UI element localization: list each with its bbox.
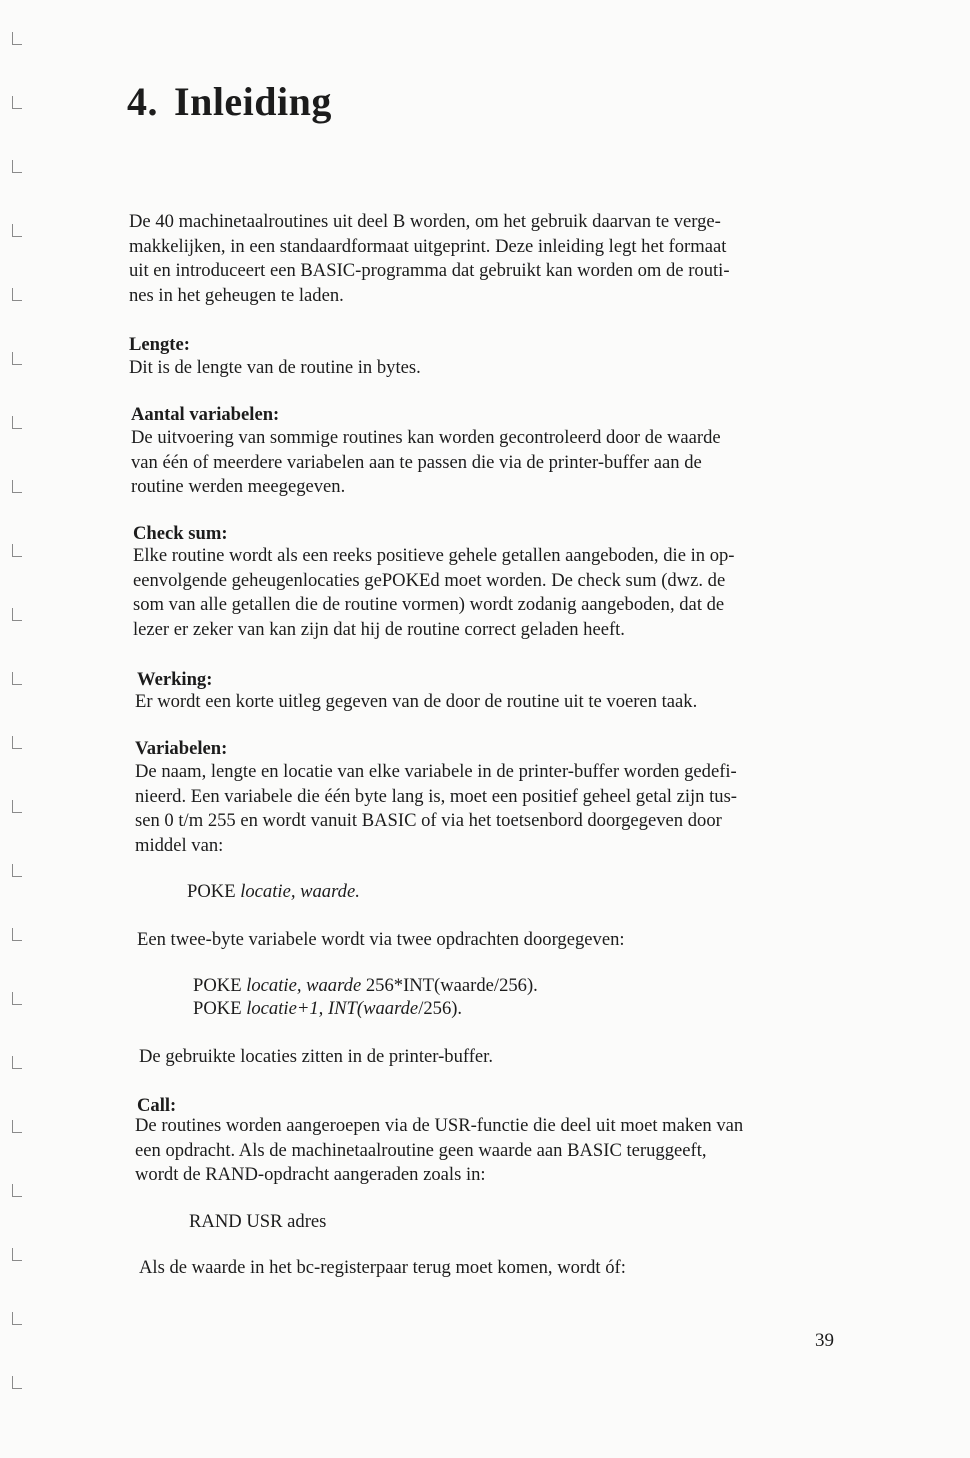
page-title xyxy=(127,78,332,125)
poke-args: locatie, waarde. xyxy=(240,881,360,902)
intro-line: De 40 machinetaalroutines uit deel B worden, om het gebruik daarvan te verge- xyxy=(129,211,721,232)
heading-werking: Werking: xyxy=(137,669,213,690)
used-locations-paragraph xyxy=(139,1045,849,1070)
check-line: som van alle getallen die de routine vormen) wordt zodanig aangeboden, dat de xyxy=(133,594,725,615)
lengte-paragraph xyxy=(129,356,839,381)
variabelen-line: sen 0 t/m 255 en wordt vanuit BASIC of via het toetsenbord doorgegeven door xyxy=(135,810,722,831)
binding-ring xyxy=(12,352,22,365)
binding-ring xyxy=(12,1056,22,1069)
used-locations-line: De gebruikte locaties zitten in de printer-buffer. xyxy=(139,1046,493,1067)
poke-keyword: POKE xyxy=(193,975,242,996)
chapter-title: Inleiding xyxy=(174,79,332,124)
check-paragraph xyxy=(133,544,843,642)
binding-ring xyxy=(12,480,22,493)
binding-ring xyxy=(12,928,22,941)
aantal-paragraph xyxy=(131,426,841,500)
binding-ring xyxy=(12,32,22,45)
binding-ring xyxy=(12,608,22,621)
call-last-paragraph xyxy=(139,1256,849,1281)
heading-call: Call: xyxy=(137,1095,177,1116)
heading-aantal-variabelen: Aantal variabelen: xyxy=(131,404,280,425)
call-paragraph xyxy=(135,1114,845,1188)
heading-check-sum: Check sum: xyxy=(133,523,228,544)
binding-ring xyxy=(12,288,22,301)
binding-ring xyxy=(12,1248,22,1261)
poke-example-3 xyxy=(193,997,462,1022)
call-line: De routines worden aangeroepen via de USR-functie die deel uit moet maken van xyxy=(135,1115,744,1136)
aantal-line: De uitvoering van sommige routines kan worden gecontroleerd door de waarde xyxy=(131,427,721,448)
check-line: eenvolgende geheugenlocaties gePOKEd moet worden. De check sum (dwz. de xyxy=(133,569,726,591)
binding-ring xyxy=(12,96,22,109)
poke-example-1 xyxy=(187,880,360,905)
binding-ring xyxy=(12,672,22,685)
werking-paragraph xyxy=(135,690,845,715)
binding-ring xyxy=(12,992,22,1005)
binding-ring xyxy=(12,864,22,877)
check-line: Elke routine wordt als een reeks positieve gehele getallen aangeboden, die in op- xyxy=(133,545,735,566)
page-number: 39 xyxy=(815,1330,834,1351)
poke-keyword: POKE xyxy=(187,881,236,902)
binding-ring xyxy=(12,1184,22,1197)
binding-ring xyxy=(12,416,22,429)
aantal-line: routine werden meegegeven. xyxy=(131,476,346,497)
aantal-line: van één of meerdere variabelen aan te passen die via de printer-buffer aan de xyxy=(131,451,702,473)
variabelen-line: nieerd. Een variabele die één byte lang is, moet een positief geheel getal zijn tus- xyxy=(135,785,737,807)
variabelen-paragraph xyxy=(135,760,845,858)
poke-expression: 256*INT(waarde/256). xyxy=(365,975,538,996)
werking-line: Er wordt een korte uitleg gegeven van de door de routine uit te voeren taak. xyxy=(135,691,698,712)
binding-ring xyxy=(12,1376,22,1389)
two-byte-line: Een twee-byte variabele wordt via twee opdrachten doorgegeven: xyxy=(137,929,625,950)
binding-ring xyxy=(12,736,22,749)
call-line: wordt de RAND-opdracht aangeraden zoals in: xyxy=(135,1164,486,1185)
binding-ring xyxy=(12,224,22,237)
binding-ring xyxy=(12,544,22,557)
heading-variabelen: Variabelen: xyxy=(135,738,228,759)
binding-ring xyxy=(12,160,22,173)
heading-lengte: Lengte: xyxy=(129,334,190,355)
poke-keyword: POKE xyxy=(193,998,242,1019)
spiral-binding xyxy=(0,0,40,1458)
call-last-line: Als de waarde in het bc-registerpaar terug moet komen, wordt óf: xyxy=(139,1257,626,1278)
poke-expression: /256). xyxy=(418,998,463,1019)
lengte-line: Dit is de lengte van de routine in bytes. xyxy=(129,357,421,378)
check-line: lezer er zeker van kan zijn dat hij de routine correct geladen heeft. xyxy=(133,618,625,640)
intro-line: uit en introduceert een BASIC-programma dat gebruikt kan worden om de routi- xyxy=(129,260,730,281)
intro-paragraph xyxy=(129,210,839,308)
intro-line: nes in het geheugen te laden. xyxy=(129,284,344,306)
binding-ring xyxy=(12,1120,22,1133)
binding-ring xyxy=(12,1312,22,1325)
call-line: een opdracht. Als de machinetaalroutine geen waarde aan BASIC teruggeeft, xyxy=(135,1139,707,1161)
poke-args: locatie+1, INT(waarde xyxy=(246,998,419,1019)
poke-args: locatie, waarde xyxy=(246,975,362,996)
binding-ring xyxy=(12,800,22,813)
two-byte-paragraph xyxy=(137,928,847,953)
variabelen-line: middel van: xyxy=(135,834,224,856)
intro-line: makkelijken, in een standaardformaat uitgeprint. Deze inleiding legt het formaat xyxy=(129,235,727,257)
rand-example: RAND USR adres xyxy=(189,1211,327,1232)
chapter-number: 4. xyxy=(127,79,158,124)
poke-example-2 xyxy=(193,974,538,999)
variabelen-line: De naam, lengte en locatie van elke variabele in de printer-buffer worden gedefi- xyxy=(135,761,737,782)
